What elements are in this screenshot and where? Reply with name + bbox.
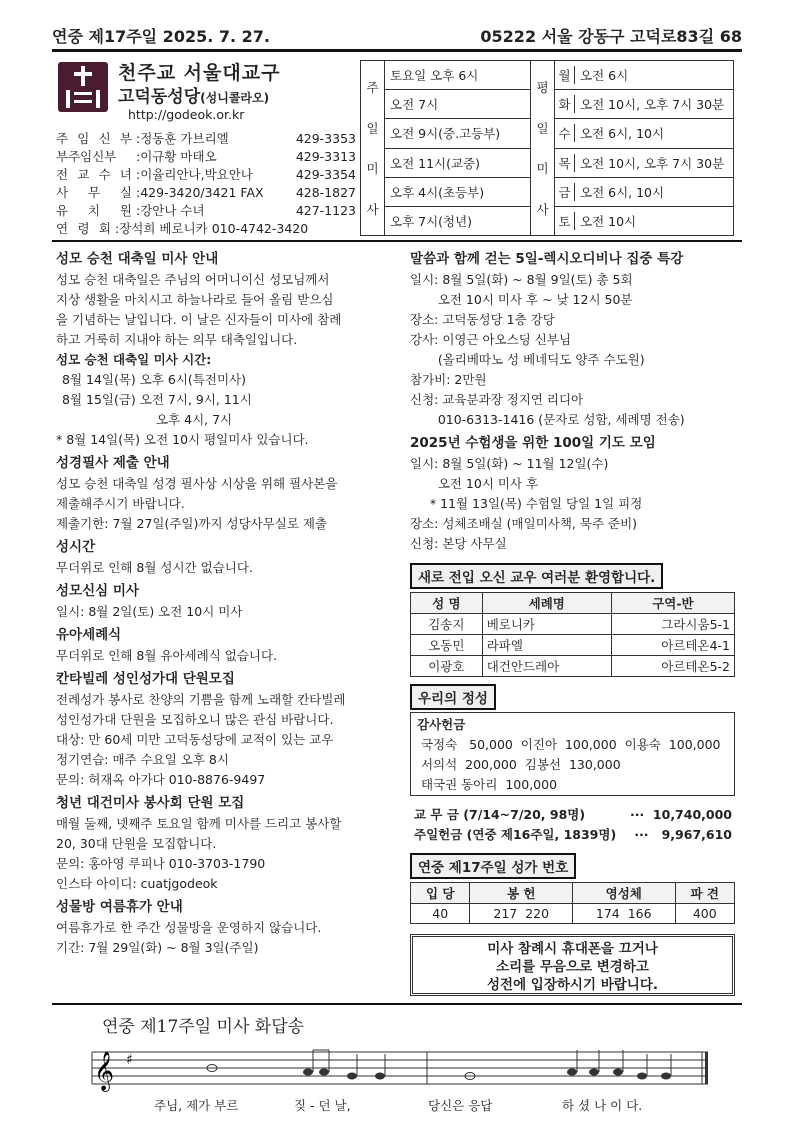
svg-text:♯: ♯: [126, 1052, 133, 1068]
psalm-footer: [62, 1012, 736, 1112]
sunday-mass-row: 토요일 오후 6시: [385, 61, 530, 90]
offering-totals: 교 무 금 (7/14~7/20, 98명) ··· 10,740,000 주일헌금 (연중 제16주일, 1839명) ··· 9,967,610: [414, 807, 732, 842]
top-header-bar: [52, 27, 742, 52]
weekday-mass-row: 월 오전 6시: [555, 61, 733, 90]
table-row: 김송지 베로니카 그라시움5-1: [411, 614, 735, 635]
music-staff: [62, 1036, 736, 1096]
sunday-mass-row: 오전 7시: [385, 90, 530, 119]
weekday-mass-row: 토 오전 10시: [555, 207, 733, 235]
psalm-title: 연중 제17주일 미사 화답송: [102, 1017, 305, 1037]
staff-list: [56, 130, 356, 239]
section-title: 청년 대건미사 봉사회 단원 모집: [56, 795, 245, 811]
section-title: 2025년 수험생을 위한 100일 기도 모임: [410, 435, 656, 451]
lyric: 짖 - 던 날,: [294, 1098, 351, 1113]
weekday-mass-row: 화 오전 10시, 오후 7시 30분: [555, 90, 733, 119]
header-divider: [52, 240, 742, 242]
right-column: 말씀과 함께 걷는 5일-렉시오디비나 집중 특강 일시: 8월 5일(화) ~ 8월 9일(토) 총 5회 오전 10시 미사 후 ~ 낮 12시 50분 장소: 고덕동성당 1층 강당 강사: 이영근 아오스딩 신부님 (올리베따노 성 베네딕도 양주 수도원) 참가비: 2만원 신청: 교육분과장 정지연 리디아 010-6313-1416 (문자로 성함, 세례명 전송) 2025년 수험생을 위한 100일 기도 모임 일시: 8월 5일(화) ~ 11월 12일(수) 오전 10시 미사 후 * 11월 13일(목) 수험일 당일 1일 피정 장소: 성체조배실 (매일미사책, 묵주 준비) 신청: 본당 사무실: [410, 246, 740, 554]
parish-name: 고덕동성당(성니콜라오): [118, 87, 270, 107]
section-title: 칸타빌레 성인성가대 단원모집: [56, 671, 235, 687]
parish-url[interactable]: http://godeok.or.kr: [128, 107, 245, 122]
hymn-table: 입 당 봉 헌 영성체 파 견 40 217 220 174 166 400: [410, 882, 735, 924]
table-row: 오동민 라파엘 아르테온4-1: [411, 635, 735, 656]
table-row: 이광호 대건안드레아 아르테온5-2: [411, 656, 735, 677]
section-title: 성모신심 미사: [56, 583, 139, 599]
date-line: 연중 제17주일 2025. 7. 27.: [52, 27, 270, 46]
sunday-mass-row: 오전 9시(중.고등부): [385, 119, 530, 148]
welcome-table: 성 명 세례명 구역-반 김송지 베로니카 그라시움5-1 오동민 라파엘 아르테온4-1 이광호 대건안드레아 아르테온5-2: [410, 592, 735, 677]
welcome-header: 새로 전입 오신 교우 여러분 환영합니다.: [410, 563, 663, 589]
address-line: 05222 서울 강동구 고덕로83길 68: [480, 27, 742, 46]
weekday-mass-row: 금 오전 6시, 10시: [555, 178, 733, 207]
section-title: 성시간: [56, 539, 96, 555]
staff-row: 부주임신부 : 이규황 마태오 429-3313: [56, 149, 356, 165]
svg-text:𝄞: 𝄞: [94, 1051, 115, 1091]
sunday-mass-row: 오후 7시(청년): [390, 213, 473, 229]
section-title: 성경필사 제출 안내: [56, 455, 170, 471]
staff-row: 유 치 원 : 강안나 수녀 427-1123: [56, 203, 356, 219]
hymn-header: 연중 제17주일 성가 번호: [410, 853, 576, 879]
staff-row: 주 임 신 부 : 정동훈 가브리엘 429-3353: [56, 131, 356, 146]
weekday-mass-label: 평 일 미 사: [531, 61, 555, 235]
left-column: 성모 승천 대축일 미사 안내 성모 승천 대축일은 주님의 어머니이신 성모님께서 지상 생활을 마치시고 하늘나라로 들어 올림 받으심 을 기념하는 날입니다. 이 날은 신자들이 미사에 참례 하고 거룩히 지내야 하는 의무 대축일입니다. 성모 승천 대축일 미사 시간: 8월 14일(목) 오후 6시(특전미사) 8월 15일(금) 오전 7시, 9시, 11시 오후 4시, 7시 * 8월 14일(목) 오전 10시 평일미사 있습니다. 성경필사 제출 안내 성모 승천 대축일 성경 필사상 시상을 위해 필사본을 제출해주시기 바랍니다. 제출기한: 7월 27일(주일)까지 성당사무실로 제출 성시간 무더위로 인해 8월 성시간 없습니다. 성모신심 미사 일시: 8월 2일(토) 오전 10시 미사 유아세례식 무더위로 인해 8월 유아세례식 없습니다. 칸타빌레 성인성가대 단원모집 전례성가 봉사로 찬양의 기쁨을 함께 노래할 칸타빌레 성인성가대 단원을 모집하오니 많은 관심 바랍니다. 대상: 만 60세 미만 고덕동성당에 교적이 있는 교우 정기연습: 매주 수요일 오후 8시 문의: 허재옥 아가다 010-8876-9497 청년 대건미사 봉사회 단원 모집 매월 둘째, 넷째주 토요일 함께 미사를 드리고 봉사할 20, 30대 단원을 모집합니다. 문의: 홍아영 루피나 010-3703-1790 인스타 아이디: cuatjgodeok 성물방 여름휴가 안내 여름휴가로 한 주간 성물방을 운영하지 않습니다. 기간: 7월 29일(화) ~ 8월 3일(주일): [56, 246, 396, 958]
staff-row: 전 교 수 녀 : 이율리안나,박요안나 429-3354: [56, 167, 356, 183]
phone-notice: 미사 참례시 휴대폰을 끄거나 소리를 무음으로 변경하고 성전에 입장하시기 바랍니다.: [410, 934, 735, 996]
weekday-mass-row: 목 오전 10시, 오후 7시 30분: [555, 149, 733, 178]
mass-schedule: [360, 60, 734, 236]
lyric: 당신은 응답: [428, 1098, 493, 1113]
lyric: 주님, 제가 부르: [154, 1098, 239, 1113]
section-title: 성물방 여름휴가 안내: [56, 899, 183, 915]
staff-row: 사 무 실 : 429-3420/3421 FAX 428-1827: [56, 185, 356, 201]
parish-logo: [58, 62, 108, 112]
table-row: 40 217 220 174 166 400: [411, 904, 735, 924]
lyric: 하 셨 나 이 다.: [562, 1098, 643, 1113]
sunday-mass-label: 주 일 미 사: [361, 61, 385, 235]
section-title: 유아세례식: [56, 627, 122, 643]
weekday-mass-row: 수 오전 6시, 10시: [555, 119, 733, 148]
section-title: 말씀과 함께 걷는 5일-렉시오디비나 집중 특강: [410, 251, 684, 267]
thanks-offering-box: 감사헌금 국정숙 50,000 이진아 100,000 이용숙 100,000 서의석 200,000 김봉선 130,000 태국권 동아리 100,000: [410, 712, 735, 796]
sunday-mass-row: 오후 4시(초등부): [385, 178, 530, 207]
staff-row: 연 령 회 : 장석희 베로니카 010-4742-3420: [56, 221, 309, 237]
footer-divider: [52, 1003, 742, 1005]
sunday-mass-row: 오전 11시(교중): [385, 149, 530, 178]
section-title: 성모 승천 대축일 미사 안내: [56, 251, 219, 267]
parish-archdiocese: 천주교 서울대교구: [118, 62, 281, 84]
offering-header: 우리의 정성: [410, 684, 496, 710]
